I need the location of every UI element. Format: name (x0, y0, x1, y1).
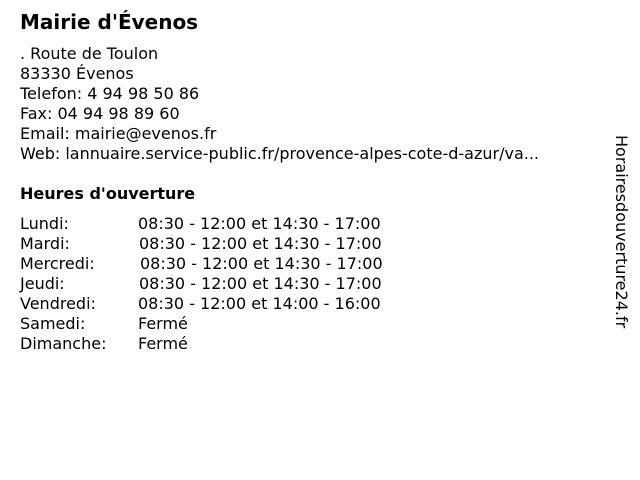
opening-hours-heading: Heures d'ouverture (20, 184, 196, 203)
page-title: Mairie d'Évenos (20, 10, 199, 34)
day-label: Lundi: (20, 214, 69, 233)
day-label: Dimanche: (20, 334, 107, 353)
day-hours: 08:30 - 12:00 et 14:00 - 16:00 (138, 294, 381, 313)
day-hours: Fermé (138, 334, 188, 353)
website: Web: lannuaire.service-public.fr/provence-alpes-cote-d-azur/va... (20, 144, 539, 163)
day-hours: 08:30 - 12:00 et 14:30 - 17:00 (139, 234, 382, 253)
site-watermark (602, 135, 640, 375)
address-block (20, 44, 539, 164)
day-label: Vendredi: (20, 294, 96, 313)
day-hours: 08:30 - 12:00 et 14:30 - 17:00 (139, 274, 382, 293)
day-label: Mardi: (20, 234, 70, 253)
street-address: . Route de Toulon (20, 44, 159, 63)
day-hours: 08:30 - 12:00 et 14:30 - 17:00 (138, 214, 381, 233)
postal-city: 83330 Évenos (20, 64, 134, 83)
day-label: Mercredi: (20, 254, 95, 273)
watermark-text: Horairesdouverture24.fr (612, 135, 631, 329)
fax: Fax: 04 94 98 89 60 (20, 104, 180, 123)
day-label: Jeudi: (20, 274, 65, 293)
telephone: Telefon: 4 94 98 50 86 (20, 84, 200, 103)
day-hours: Fermé (138, 314, 188, 333)
day-label: Samedi: (20, 314, 86, 333)
day-hours: 08:30 - 12:00 et 14:30 - 17:00 (140, 254, 383, 273)
email: Email: mairie@evenos.fr (20, 124, 217, 143)
